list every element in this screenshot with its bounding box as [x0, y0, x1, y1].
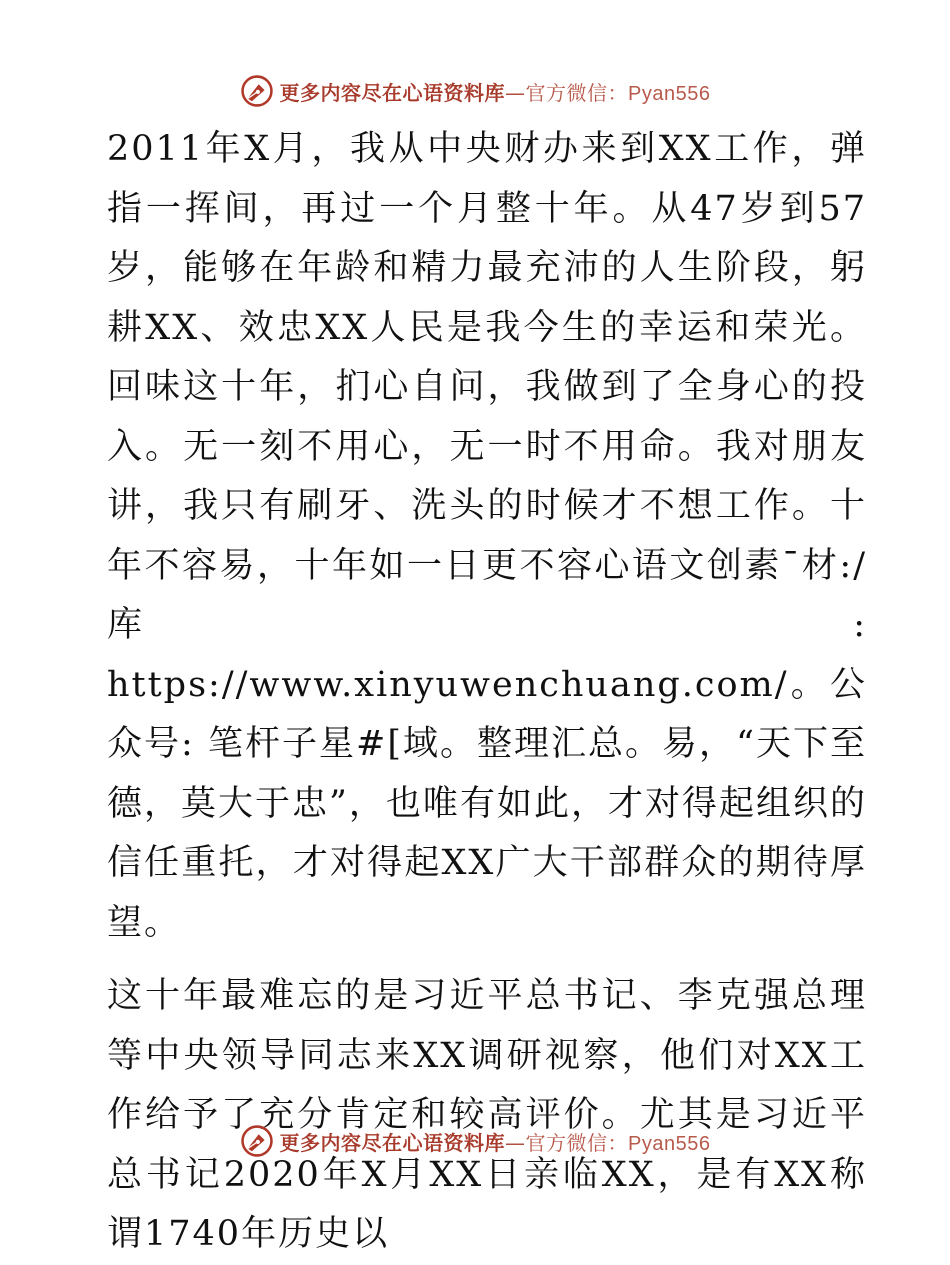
footer-wechat-label: 官方微信： [525, 1130, 629, 1155]
header-separator: — [505, 80, 526, 105]
footer-brand: 更多内容尽在心语资料库 [279, 1130, 506, 1155]
header-brand: 更多内容尽在心语资料库 [279, 80, 506, 105]
header-slogan [280, 77, 711, 106]
header-banner [0, 71, 950, 111]
body-paragraph-2: 这十年最难忘的是习近平总书记、李克强总理等中央领导同志来XX调研视察，他们对XX工作给予了充分肯定和较高评价。尤其是习近平总书记2020年X月XX日亲临XX，是有XX称谓1740年历史以 [107, 976, 867, 1254]
header-wechat-label: 官方微信： [525, 80, 629, 105]
footer-slogan [280, 1127, 711, 1156]
footer-wechat-id: Pyan556 [628, 1132, 711, 1155]
pen-nib-logo-icon [240, 74, 274, 108]
document-body [97, 120, 867, 1265]
pen-nib-logo-icon [240, 1124, 274, 1158]
footer-separator: — [505, 1130, 526, 1155]
footer-banner [0, 1121, 950, 1161]
body-paragraph-1: 2011年X月，我从中央财办来到XX工作，弹指一挥间，再过一个月整十年。从47岁到57岁，能够在年龄和精力最充沛的人生阶段，躬耕XX、效忠XX人民是我今生的幸运和荣光。回味这十年，扪心自问，我做到了全身心的投入。无一刻不用心，无一时不用命。我对朋友讲，我只有刷牙、洗头的时候才不想工作。十年不容易，十年如一日更不容心语文创素¯材:/库: https://www.xinyuwenchuang.com/。公众号: 笔杆子星#[域。整理汇总。易，“天下至德，莫大于忠”，也唯有如此，才对得起组织的信任重托，才对得起XX广大干部群众的期待厚望。 [107, 129, 867, 943]
header-wechat-id: Pyan556 [628, 82, 711, 105]
